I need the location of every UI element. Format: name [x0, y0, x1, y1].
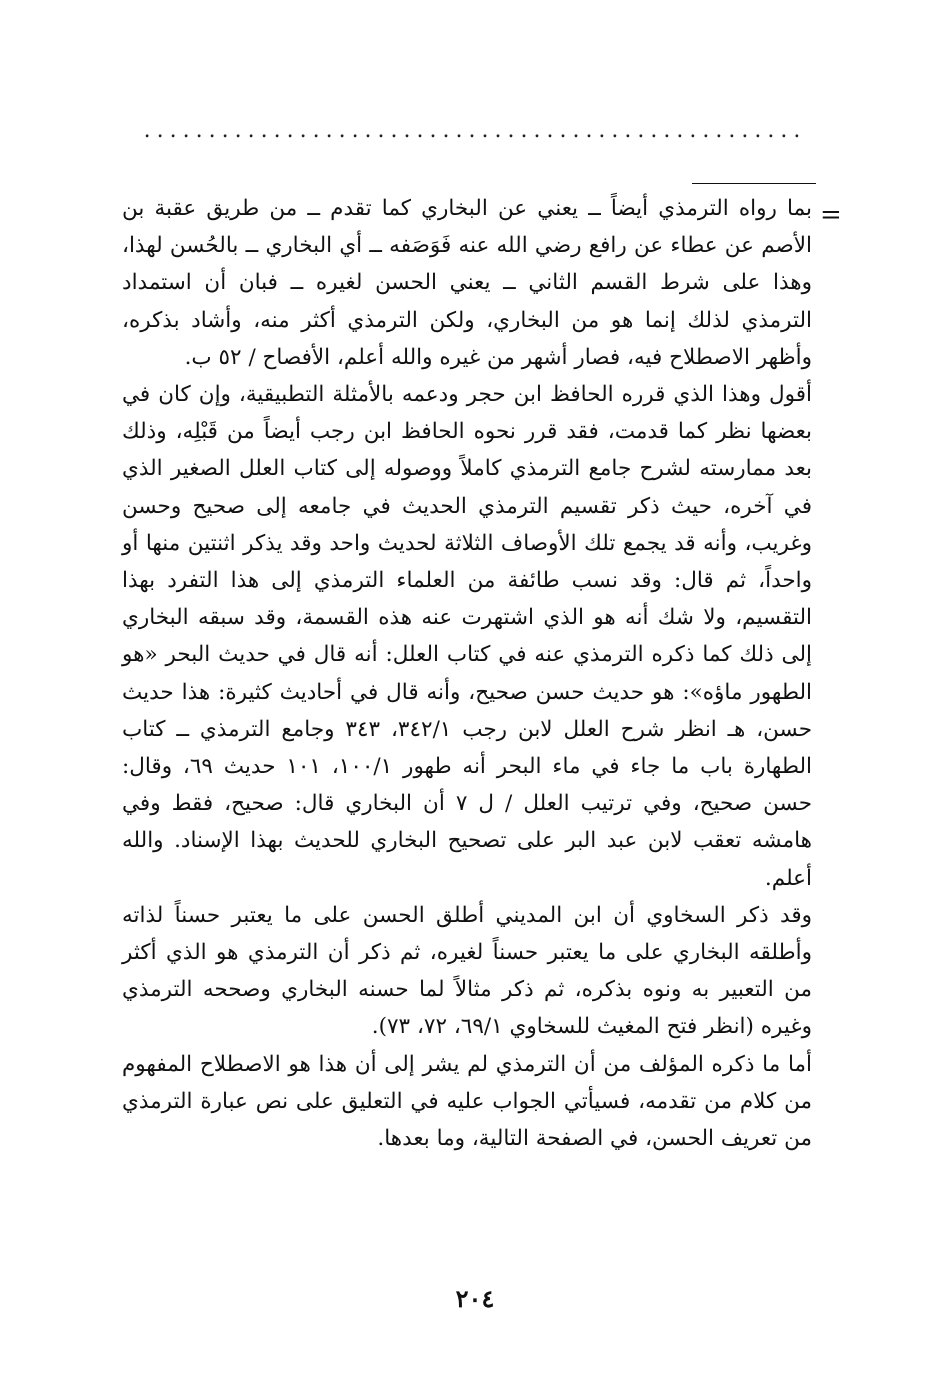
dotted-separator: ...................................................: [143, 118, 807, 143]
footnote-paragraph-2: أقول وهذا الذي قرره الحافظ ابن حجر ودعمه بالأمثلة التطبيقية، وإن كان في بعضها نظر كما قدمت، فقد قرر نحوه الحافظ ابن رجب أيضاً من قَبْلِه، وذلك بعد ممارسته لشرح جامع الترمذي كاملاً ووصوله إلى كتاب العلل الصغير الذي في آخره، حيث ذكر تقسيم الترمذي الحديث في جامعه إلى صحيح وحسن وغريب، وأنه قد يجمع تلك الأوصاف الثلاثة لحديث واحد وقد يذكر اثنتين منها أو واحداً، ثم قال: وقد نسب طائفة من العلماء الترمذي إلى هذا التفرد بهذا التقسيم، ولا شك أنه هو الذي اشتهرت عنه هذه القسمة، وقد سبقه البخاري إلى ذلك كما ذكره الترمذي عنه في كتاب العلل: أنه قال في حديث البحر «هو الطهور ماؤه»: هو حديث حسن صحيح، وأنه قال في أحاديث كثيرة: هذا حديث حسن، هـ انظر شرح العلل لابن رجب ٣٤٢/١، ٣٤٣ وجامع الترمذي ــ كتاب الطهارة باب ما جاء في ماء البحر أنه طهور ١٠٠/١، ١٠١ حديث ٦٩، وقال: حسن صحيح، وفي ترتيب العلل / ل ٧ أن البخاري قال: صحيح، فقط وفي هامشه تعقب لابن عبد البر على تصحيح البخاري للحديث بهذا الإسناد. والله أعلم.: [122, 382, 812, 891]
footnote-paragraph-3: وقد ذكر السخاوي أن ابن المديني أطلق الحسن على ما يعتبر حسناً لذاته وأطلقه البخاري على ما يعتبر حسناً لغيره، ثم ذكر أن الترمذي هو الذي أكثر من التعبير به ونوه بذكره، ثم ذكر مثالاً لما حسنه البخاري وصححه الترمذي وغيره (انظر فتح المغيث للسخاوي ٦٩/١، ٧٢، ٧٣).: [122, 902, 812, 1040]
footnote-rule: [692, 183, 816, 184]
footnote-text: [122, 190, 812, 1157]
footnote-paragraph-1: بما رواه الترمذي أيضاً ــ يعني عن البخاري كما تقدم ــ من طريق عقبة بن الأصم عن عطاء عن رافع رضي الله عنه فَوَصَفه ــ أي البخاري ــ بالحُسن لهذا، وهذا على شرط القسم الثاني ــ يعني الحسن لغيره ــ فبان أن استمداد الترمذي لذلك إنما هو من البخاري، ولكن الترمذي أكثر منه، وأشاد بذكره، وأظهر الاصطلاح فيه، فصار أشهر من غيره والله أعلم، الأفصاح / ٥٢ ب.: [122, 196, 812, 370]
footnote-paragraph-4: أما ما ذكره المؤلف من أن الترمذي لم يشر إلى أن هذا هو الاصطلاح المفهوم من كلام من تقدمه، فسيأتي الجواب عليه في التعليق على نص عبارة الترمذي من تعريف الحسن، في الصفحة التالية، وما بعدها.: [122, 1051, 812, 1152]
page-number: ٢٠٤: [455, 1284, 495, 1313]
continuation-mark: =: [820, 200, 842, 230]
